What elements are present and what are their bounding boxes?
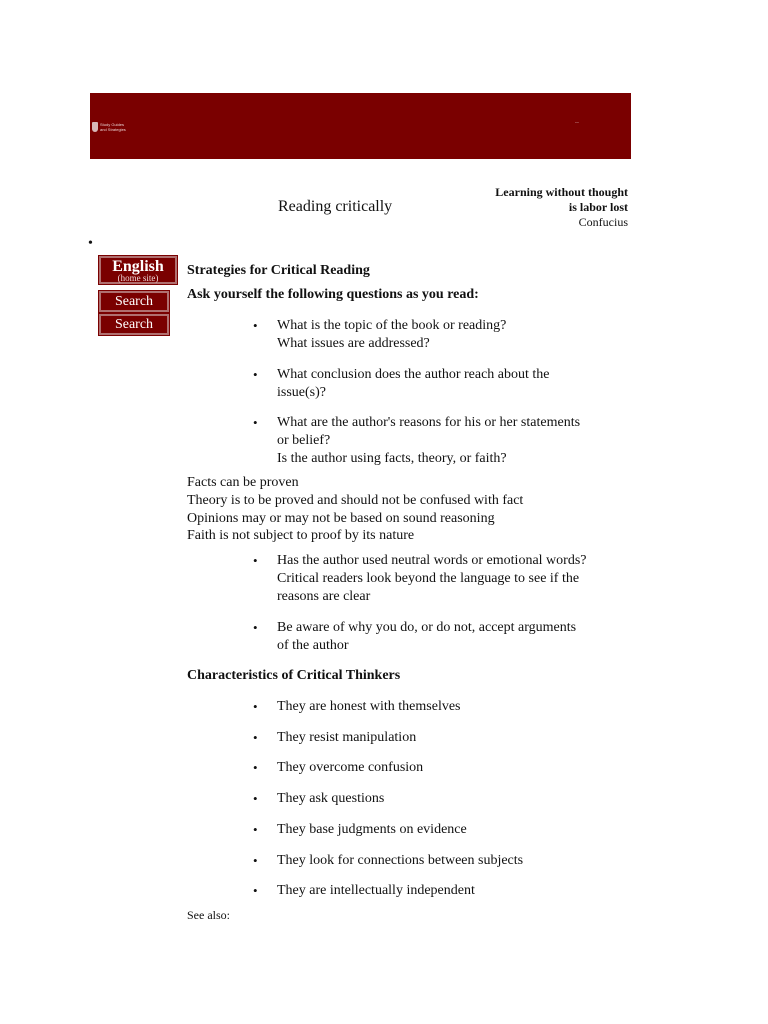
quote-line-2: is labor lost (568, 200, 628, 214)
list-item (277, 414, 580, 468)
questions-intro: Ask yourself the following questions as you read: (187, 287, 479, 302)
list-item: • They look for connections between subjects (277, 852, 523, 870)
list-item-line: of the author (277, 638, 349, 653)
see-also-label: See also: (187, 908, 230, 922)
list-item: • They resist manipulation (277, 729, 416, 747)
list-item: • They are honest with themselves (277, 698, 461, 716)
list-item-line: issue(s)? (277, 385, 326, 400)
fact-line: Opinions may or may not be based on sound reasoning (187, 511, 495, 526)
quote-block (495, 185, 628, 230)
list-item-line: Critical readers look beyond the language to see if the (277, 571, 580, 586)
home-site-label: (home site) (117, 273, 159, 283)
logo-line-2: and Strategies (100, 127, 126, 132)
list-item (277, 317, 506, 353)
list-item: • They are intellectually independent (277, 882, 475, 900)
list-item: • They ask questions (277, 790, 384, 808)
english-home-button[interactable] (99, 256, 177, 284)
quote-line-1: Learning without thought (495, 185, 628, 199)
list-item-line: • Has the author used neutral words or emotional words? (277, 553, 587, 568)
section-heading-strategies: Strategies for Critical Reading (187, 263, 370, 278)
header-banner (90, 93, 631, 159)
list-item-line: What issues are addressed? (277, 336, 430, 351)
fact-line: Theory is to be proved and should not be confused with fact (187, 493, 524, 508)
search-button[interactable]: Search (99, 291, 169, 312)
page-title: Reading critically (278, 198, 393, 215)
list-item-line: • What conclusion does the author reach about the (277, 367, 550, 382)
fact-line: Faith is not subject to proof by its nature (187, 528, 415, 543)
fact-line: Facts can be proven (187, 475, 299, 490)
english-label: English (112, 258, 164, 275)
list-item (277, 552, 586, 606)
list-item-line: • What are the author's reasons for his or her statements (277, 415, 581, 430)
section-heading-thinkers: Characteristics of Critical Thinkers (187, 668, 401, 683)
banner-link[interactable]: .. (575, 118, 579, 125)
site-logo[interactable] (92, 121, 126, 135)
list-item: • They overcome confusion (277, 759, 423, 777)
nav-bullet: • (88, 236, 93, 251)
list-item (277, 619, 576, 655)
search-button-2[interactable]: Search (99, 314, 169, 335)
list-item-line: • What is the topic of the book or reading? (277, 318, 507, 333)
list-item-line: or belief? (277, 433, 331, 448)
list-item-line: Is the author using facts, theory, or faith? (277, 451, 507, 466)
quote-author: Confucius (578, 215, 628, 229)
list-item-line: reasons are clear (277, 589, 371, 604)
list-item (277, 366, 550, 402)
list-item: • They base judgments on evidence (277, 821, 467, 839)
list-item-line: • Be aware of why you do, or do not, accept arguments (277, 620, 577, 635)
logo-line-1: Study Guides (100, 122, 125, 127)
crest-icon (92, 122, 98, 132)
